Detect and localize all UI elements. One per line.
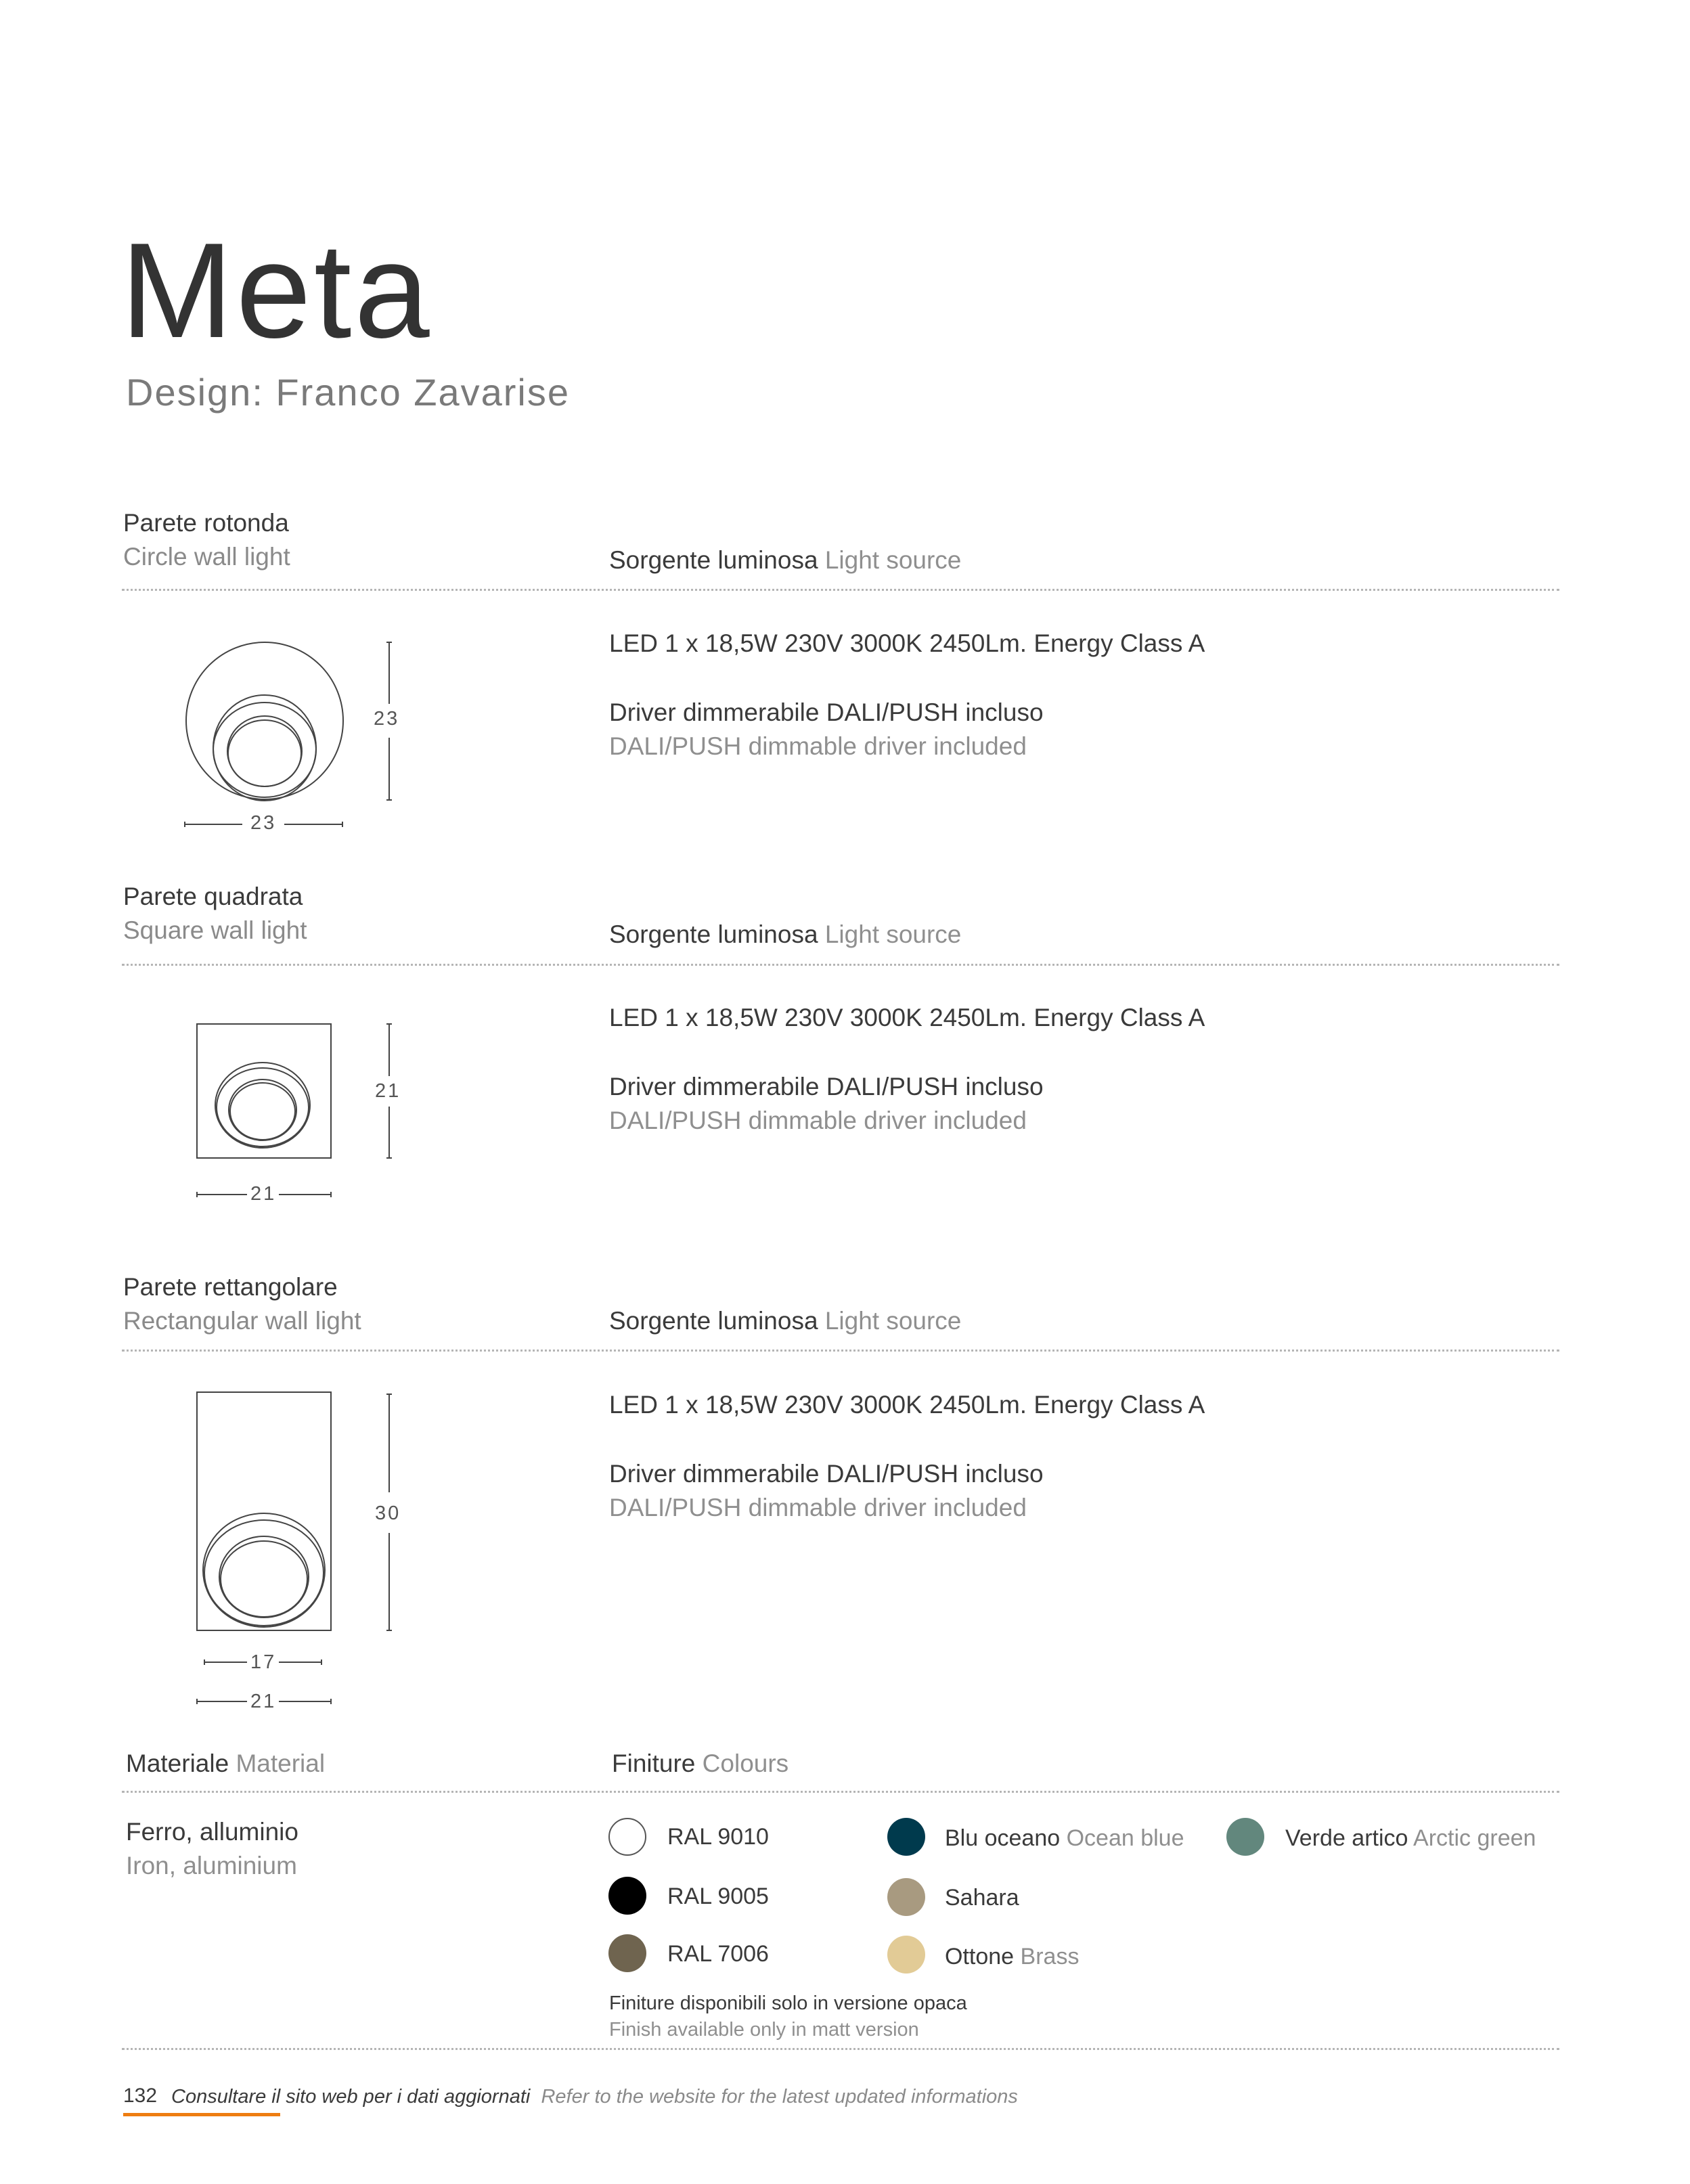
page-number: 132 xyxy=(123,2085,158,2107)
finish-label: RAL 7006 xyxy=(667,1941,769,1967)
footer-text-en: Refer to the website for the latest updated informations xyxy=(541,2086,1018,2108)
finish-note-it: Finiture disponibili solo in versione opaca xyxy=(609,1992,967,2014)
height-dimension: 21 xyxy=(375,1080,401,1102)
width-dimension: 21 xyxy=(250,1183,277,1205)
swatch-ral-9005 xyxy=(608,1877,646,1915)
material-heading-it: Materiale xyxy=(126,1750,229,1777)
light-source-it: Sorgente luminosa xyxy=(609,920,818,948)
finishes-heading-it: Finiture xyxy=(612,1750,696,1777)
width-dimension: 23 xyxy=(250,812,277,834)
finish-it: Ottone xyxy=(945,1944,1015,1969)
light-source-heading xyxy=(609,1308,961,1333)
finish-label: RAL 9005 xyxy=(667,1884,769,1909)
divider xyxy=(122,1791,1559,1793)
led-spec: LED 1 x 18,5W 230V 3000K 2450Lm. Energy Class A xyxy=(609,1004,1205,1031)
finish-label: Sahara xyxy=(945,1885,1019,1911)
designer-credit: Design: Franco Zavarise xyxy=(126,371,571,414)
swatch-ocean-blue xyxy=(887,1818,925,1856)
finish-label xyxy=(945,1827,1184,1850)
driver-it: Driver dimmerabile DALI/PUSH incluso xyxy=(609,1073,1044,1100)
light-source-en: Light source xyxy=(824,1307,962,1335)
divider xyxy=(122,589,1559,591)
product-name-it: Parete rettangolare xyxy=(123,1273,338,1301)
product-name-en: Rectangular wall light xyxy=(123,1307,361,1335)
product-name-en: Square wall light xyxy=(123,916,307,944)
finish-it: Verde artico xyxy=(1285,1825,1408,1851)
driver-en: DALI/PUSH dimmable driver included xyxy=(609,1107,1027,1134)
finish-label xyxy=(1285,1827,1536,1850)
light-source-it: Sorgente luminosa xyxy=(609,1307,818,1335)
product-name-en: Circle wall light xyxy=(123,543,290,571)
finish-it: Blu oceano xyxy=(945,1825,1061,1851)
product-name-it: Parete quadrata xyxy=(123,883,303,910)
inner-width-dimension: 17 xyxy=(250,1651,277,1673)
divider xyxy=(122,2048,1559,2050)
finish-label: RAL 9010 xyxy=(667,1824,769,1850)
light-source-heading xyxy=(609,922,961,947)
swatch-ral-9010 xyxy=(608,1818,646,1856)
driver-it: Driver dimmerabile DALI/PUSH incluso xyxy=(609,1460,1044,1488)
divider xyxy=(122,964,1559,966)
led-spec: LED 1 x 18,5W 230V 3000K 2450Lm. Energy Class A xyxy=(609,629,1205,657)
divider xyxy=(122,1350,1559,1352)
rectangular-lamp-drawing xyxy=(0,0,7,7)
driver-en: DALI/PUSH dimmable driver included xyxy=(609,732,1027,760)
light-source-en: Light source xyxy=(824,920,962,948)
driver-en: DALI/PUSH dimmable driver included xyxy=(609,1494,1027,1521)
finish-en: Arctic green xyxy=(1413,1825,1536,1851)
material-value-en: Iron, aluminium xyxy=(126,1852,297,1879)
accent-bar xyxy=(123,2113,280,2116)
finish-en: Brass xyxy=(1020,1944,1080,1969)
width-dimension: 21 xyxy=(250,1691,277,1712)
finish-en: Ocean blue xyxy=(1066,1825,1184,1851)
material-value-it: Ferro, alluminio xyxy=(126,1818,298,1846)
led-spec: LED 1 x 18,5W 230V 3000K 2450Lm. Energy Class A xyxy=(609,1391,1205,1419)
finishes-heading xyxy=(612,1751,788,1776)
finish-label xyxy=(945,1945,1079,1968)
finish-note-en: Finish available only in matt version xyxy=(609,2019,919,2041)
light-source-heading xyxy=(609,548,961,573)
material-heading xyxy=(126,1751,325,1776)
swatch-arctic-green xyxy=(1226,1818,1264,1856)
swatch-ral-7006 xyxy=(608,1934,646,1972)
light-source-en: Light source xyxy=(824,546,962,574)
product-name-it: Parete rotonda xyxy=(123,509,289,537)
light-source-it: Sorgente luminosa xyxy=(609,546,818,574)
height-dimension: 23 xyxy=(374,708,400,730)
swatch-sahara xyxy=(887,1878,925,1916)
footer-text-it: Consultare il sito web per i dati aggiornati xyxy=(171,2086,531,2108)
swatch-brass xyxy=(887,1936,925,1974)
material-heading-en: Material xyxy=(236,1750,326,1777)
finishes-heading-en: Colours xyxy=(702,1750,789,1777)
product-title: Meta xyxy=(120,215,432,366)
footer-note xyxy=(171,2087,1018,2107)
height-dimension: 30 xyxy=(375,1502,401,1524)
driver-it: Driver dimmerabile DALI/PUSH incluso xyxy=(609,698,1044,726)
